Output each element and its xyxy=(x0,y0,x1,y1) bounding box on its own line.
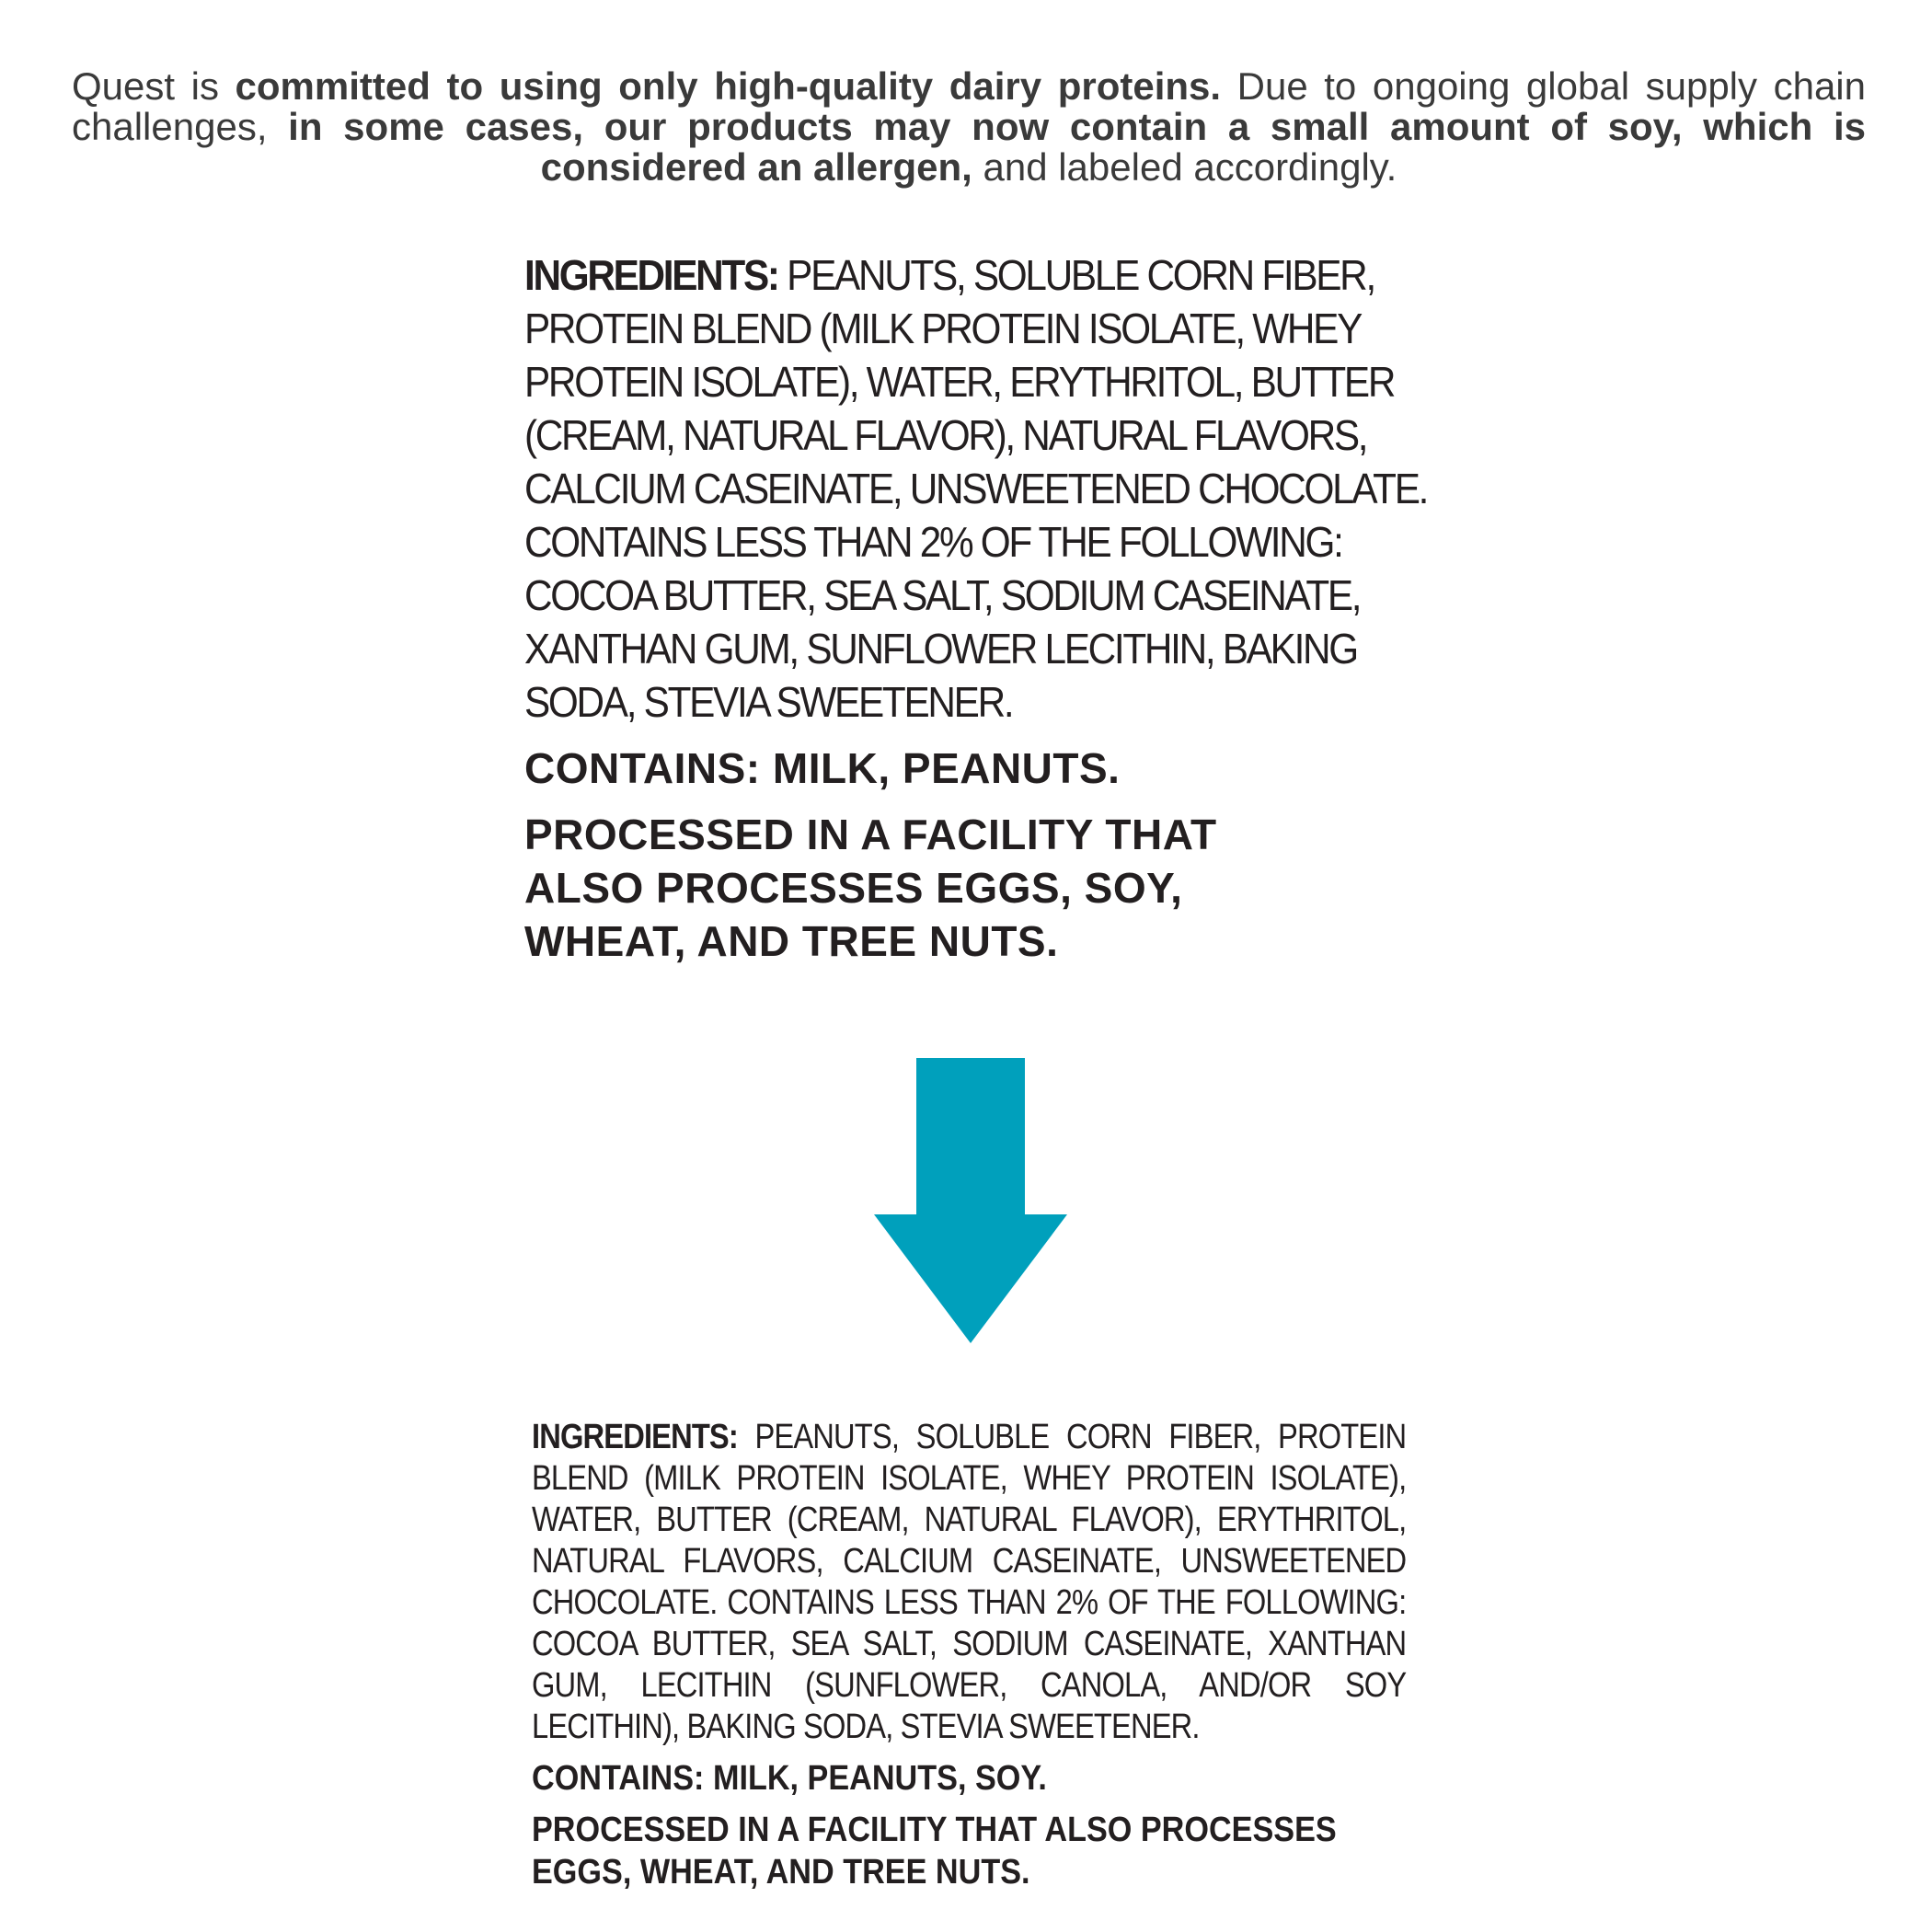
old-contains-statement: CONTAINS: MILK, PEANUTS. xyxy=(524,744,1121,792)
new-ingredients-list xyxy=(532,1417,1406,1748)
new-contains-statement: CONTAINS: MILK, PEANUTS, SOY. xyxy=(532,1759,1047,1798)
old-ingredients-list xyxy=(524,248,1439,729)
old-facility-statement: PROCESSED IN A FACILITY THAT ALSO PROCESSES EGGS, SOY, WHEAT, AND TREE NUTS. xyxy=(524,811,1217,965)
old-ingredients-heading: INGREDIENTS: xyxy=(524,251,778,299)
down-arrow-icon xyxy=(874,1058,1067,1343)
new-ingredients-text: PEANUTS, SOLUBLE CORN FIBER, PROTEIN BLEND (MILK PROTEIN ISOLATE, WHEY PROTEIN ISOLATE), WATER, BUTTER (CREAM, NATURAL FLAVOR), ERYTHRITOL, NATURAL FLAVORS, CALCIUM CASEINATE, UNSWEETENED CHOCOLATE. CONTAINS LESS THAN 2% OF THE FOLLOWING: COCOA BUTTER, SEA SALT, SODIUM CASEINATE, XANTHAN GUM, LECITHIN (SUNFLOWER, CANOLA, AND/OR SOY LECITHIN), BAKING SODA, STEVIA SWEETENER. xyxy=(532,1418,1407,1746)
notice-text-3: and labeled accordingly. xyxy=(972,145,1397,189)
allergen-notice xyxy=(72,66,1866,188)
new-ingredients-label xyxy=(532,1417,1406,1893)
notice-bold-1: committed to using only high-quality dairy proteins. xyxy=(235,64,1222,108)
notice-text-1: Quest is xyxy=(72,64,236,108)
old-ingredients-text: PEANUTS, SOLUBLE CORN FIBER, PROTEIN BLEND (MILK PROTEIN ISOLATE, WHEY PROTEIN ISOLATE), WATER, ERYTHRITOL, BUTTER (CREAM, NATURAL FLAVOR), NATURAL FLAVORS, CALCIUM CASEINATE, UNSWEETENED CHOCOLATE. CONTAINS LESS THAN 2% OF THE FOLLOWING: COCOA BUTTER, SEA SALT, SODIUM CASEINATE, XANTHAN GUM, SUNFLOWER LECITHIN, BAKING SODA, STEVIA SWEETENER. xyxy=(524,251,1428,726)
notice-bold-2: in some cases, our products may now contain a small amount of soy, which is considered an allergen, xyxy=(288,105,1866,189)
old-ingredients-label xyxy=(524,248,1444,968)
new-facility-statement: PROCESSED IN A FACILITY THAT ALSO PROCESSES EGGS, WHEAT, AND TREE NUTS. xyxy=(532,1811,1337,1892)
notice-text-2: Due to ongoing global supply chain challenges, xyxy=(72,64,1866,148)
new-ingredients-heading: INGREDIENTS: xyxy=(532,1418,738,1456)
